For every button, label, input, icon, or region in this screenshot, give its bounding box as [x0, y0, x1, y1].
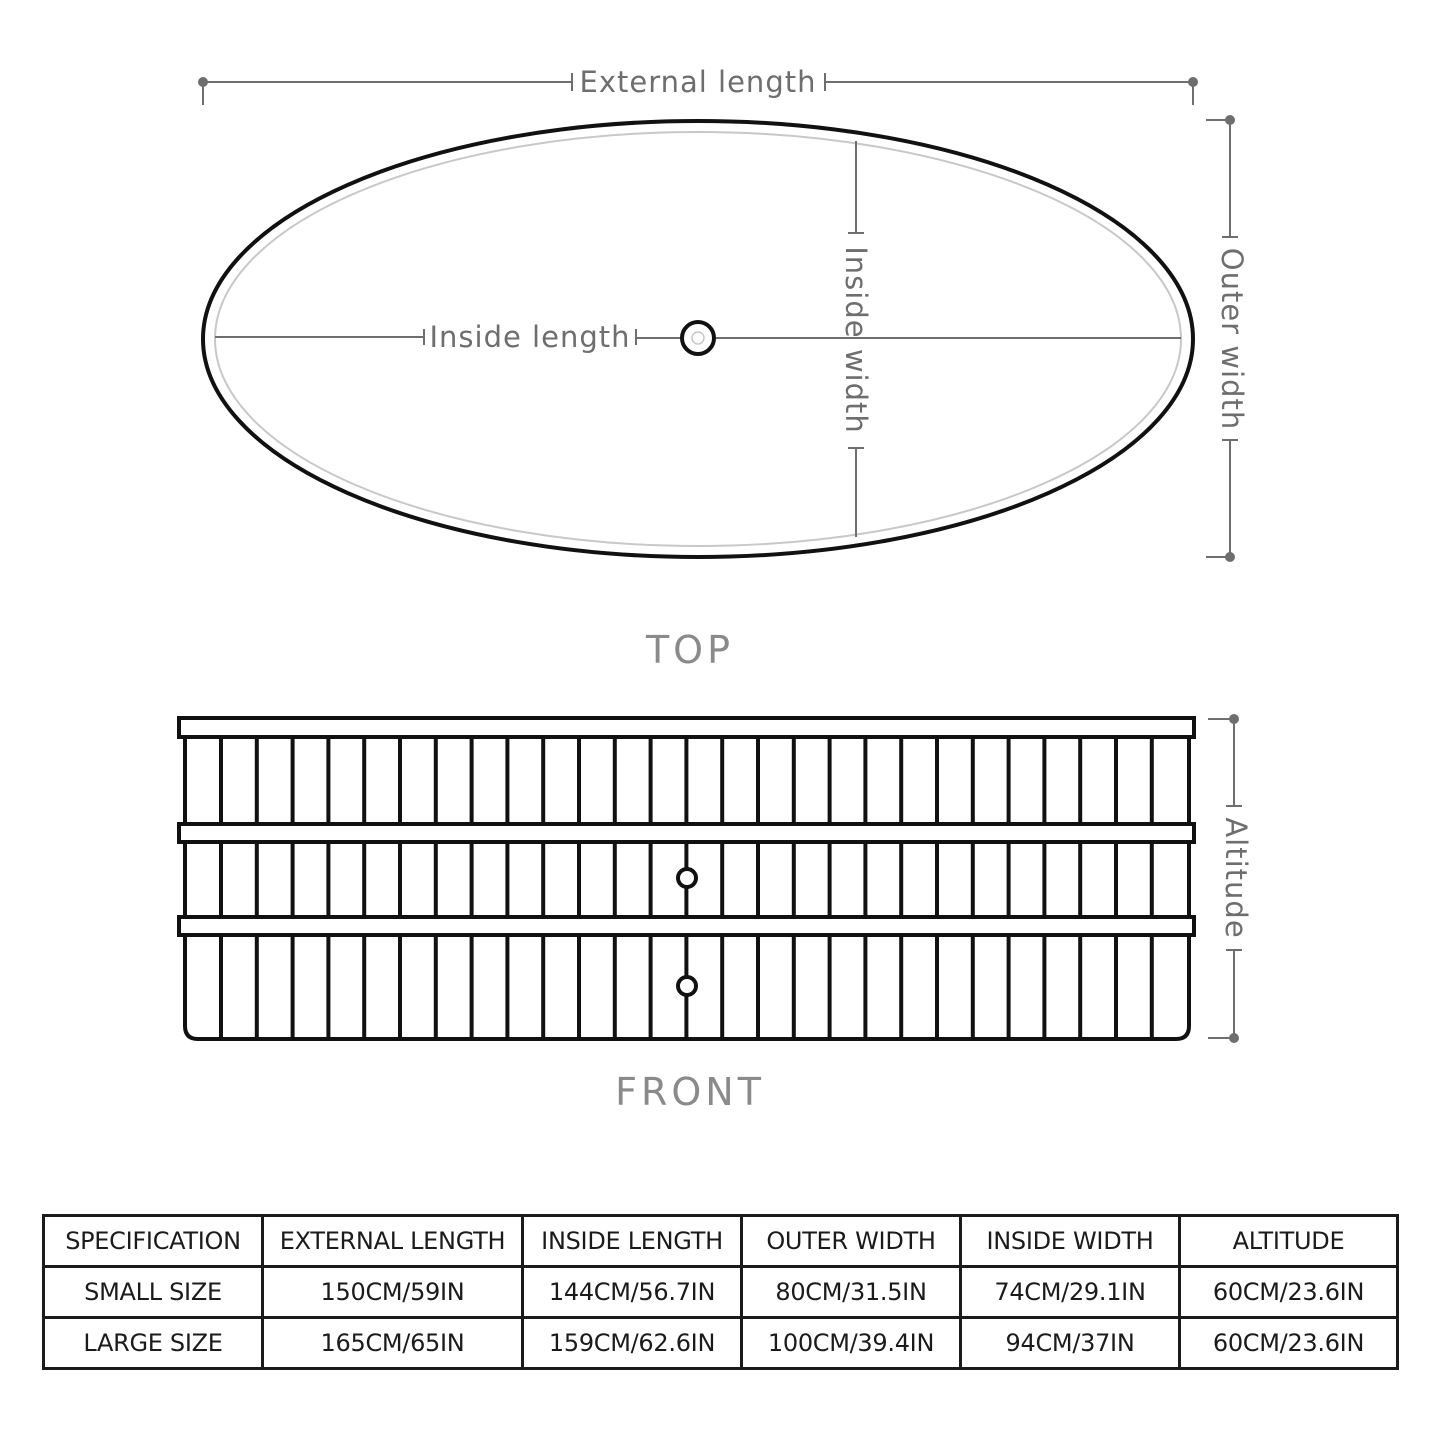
drain-fitting-icon: [678, 977, 696, 995]
header-cell: INSIDE LENGTH: [523, 1216, 742, 1267]
overflow-fitting-icon: [678, 869, 696, 887]
table-cell: 100CM/39.4IN: [742, 1318, 961, 1369]
front-view-label: FRONT: [615, 1070, 765, 1114]
table-cell: 150CM/59IN: [263, 1267, 523, 1318]
header-cell: INSIDE WIDTH: [961, 1216, 1180, 1267]
table-row: [44, 1267, 1398, 1318]
header-cell: SPECIFICATION: [44, 1216, 263, 1267]
table-cell: 165CM/65IN: [263, 1318, 523, 1369]
table-cell: 60CM/23.6IN: [1180, 1267, 1398, 1318]
outer-width-label: Outer width: [1215, 247, 1249, 431]
external-length-label: External length: [579, 65, 817, 99]
table-cell: 144CM/56.7IN: [523, 1267, 742, 1318]
lower-hoop-band: [179, 917, 1194, 935]
upper-hoop-band: [179, 824, 1194, 842]
header-cell: OUTER WIDTH: [742, 1216, 961, 1267]
table-cell: 159CM/62.6IN: [523, 1318, 742, 1369]
table-row: [44, 1318, 1398, 1369]
table-cell: 60CM/23.6IN: [1180, 1318, 1398, 1369]
altitude-label: Altitude: [1219, 817, 1253, 939]
top-view-label: TOP: [645, 628, 735, 672]
drain-icon: [682, 322, 714, 354]
table-cell: 74CM/29.1IN: [961, 1267, 1180, 1318]
inside-length-label: Inside length: [429, 320, 631, 354]
table-header-row: [44, 1216, 1398, 1267]
front-view: [179, 714, 1253, 1114]
table-cell: LARGE SIZE: [44, 1318, 263, 1369]
specification-table: [42, 1214, 1399, 1370]
table-cell: 80CM/31.5IN: [742, 1267, 961, 1318]
table-cell: SMALL SIZE: [44, 1267, 263, 1318]
top-view: [198, 65, 1249, 672]
header-cell: EXTERNAL LENGTH: [263, 1216, 523, 1267]
header-cell: ALTITUDE: [1180, 1216, 1398, 1267]
table-cell: 94CM/37IN: [961, 1318, 1180, 1369]
top-rim-band: [179, 718, 1194, 737]
inside-width-label: Inside width: [839, 246, 873, 434]
